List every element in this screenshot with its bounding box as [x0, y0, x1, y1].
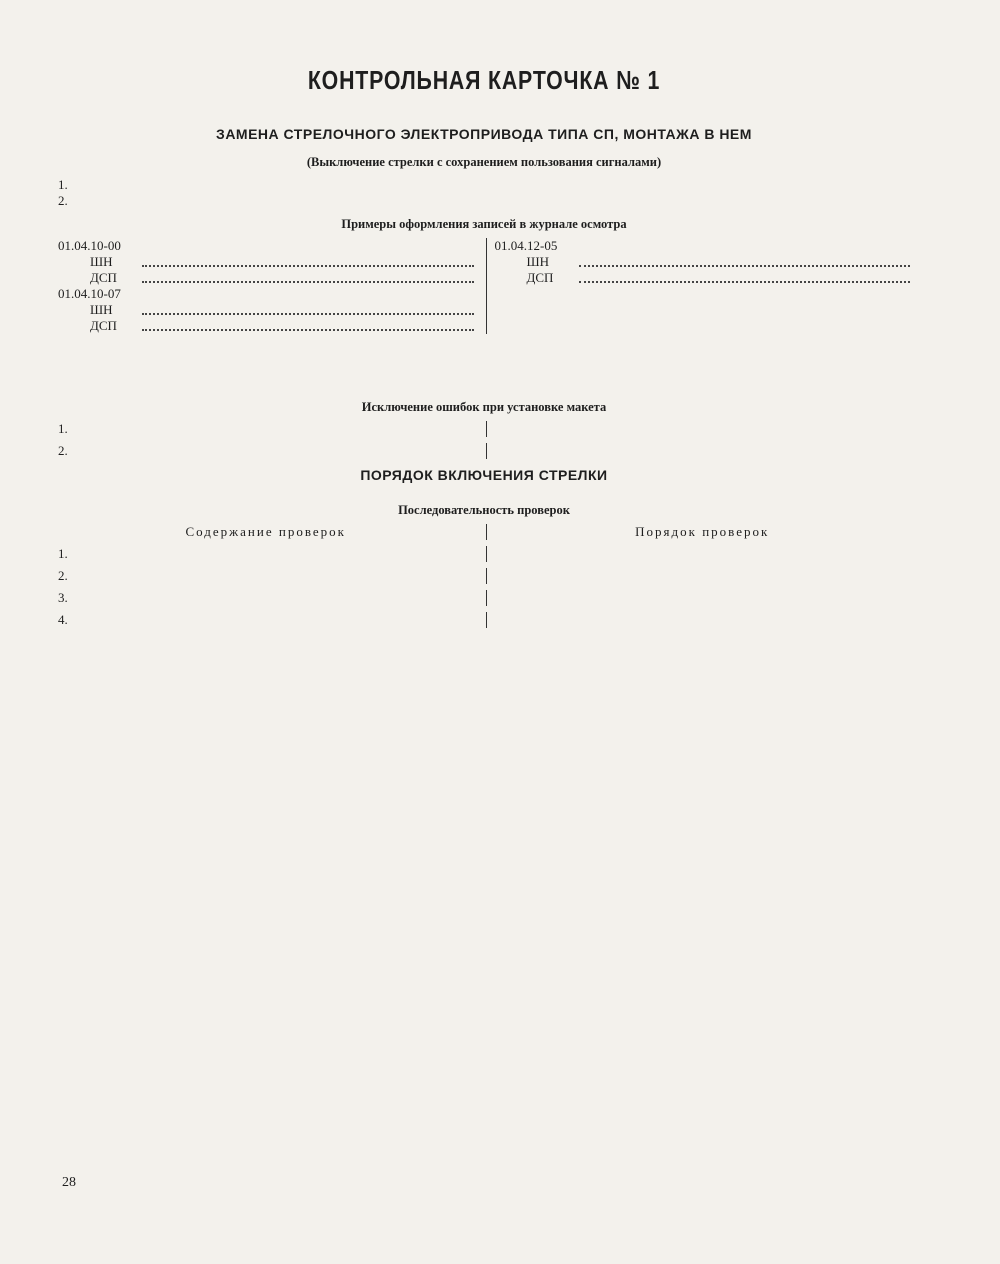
row-number: 3.: [58, 590, 68, 605]
examples-heading: Примеры оформления записей в журнале осмотра: [341, 217, 627, 231]
examples-left: [58, 238, 486, 334]
entry-text: [144, 286, 474, 302]
check-procedure: [486, 546, 911, 562]
document-page: [58, 52, 910, 628]
entry-code: 01.04.10-00: [58, 238, 121, 253]
examples-right: [486, 238, 911, 334]
page-number: 28: [62, 1175, 76, 1190]
errors-table: [58, 421, 910, 459]
rule-number: 1.: [58, 177, 68, 192]
signature-dots: [142, 270, 474, 283]
signature-line: [495, 270, 911, 286]
check-row: [58, 612, 910, 628]
error-condition: [86, 443, 474, 459]
signature-label: ДСП: [526, 270, 554, 285]
row-number: 2.: [58, 443, 68, 458]
check-content: [86, 546, 474, 562]
check-procedure: [486, 612, 911, 628]
checks-table: [58, 546, 910, 628]
check-content: [86, 590, 474, 606]
signature-dots: [142, 254, 474, 267]
signature-label: ШН: [526, 254, 550, 269]
entry-code: 01.04.10-07: [58, 286, 121, 301]
error-condition: [86, 421, 474, 437]
signature-line: [58, 318, 474, 334]
errors-heading: Исключение ошибок при установке макета: [361, 400, 607, 414]
mode-note: (Выключение стрелки с сохранением пользования сигналами): [306, 155, 662, 169]
signature-label: ШН: [90, 302, 113, 317]
entry-text: [581, 238, 911, 254]
signature-line: [58, 302, 474, 318]
check-content: [86, 612, 474, 628]
rule-number: 2.: [58, 193, 68, 208]
signature-label: ДСП: [90, 318, 117, 333]
procedure-table: [58, 489, 910, 495]
signature-dots: [579, 270, 911, 283]
signature-dots: [142, 302, 474, 315]
rule-item: [58, 193, 910, 209]
journal-entry: [495, 238, 911, 254]
row-number: 1.: [58, 421, 68, 436]
check-procedure: [486, 590, 911, 606]
entry-text: [144, 238, 474, 254]
check-content: [86, 568, 474, 584]
signature-dots: [142, 318, 474, 331]
signature-line: [58, 254, 474, 270]
checks-col-right: Порядок проверок: [486, 524, 911, 540]
rule-text: [86, 193, 910, 209]
document-subtitle: ЗАМЕНА СТРЕЛОЧНОГО ЭЛЕКТРОПРИВОДА ТИПА СП, МОНТАЖА В НЕМ: [216, 126, 752, 142]
check-row: [58, 568, 910, 584]
journal-examples: [58, 238, 910, 334]
page-title: КОНТРОЛЬНАЯ КАРТОЧКА № 1: [307, 65, 661, 95]
check-row: [58, 590, 910, 606]
row-number: 1.: [58, 546, 68, 561]
rules-list: [58, 177, 910, 209]
signature-label: ДСП: [90, 270, 117, 285]
checks-heading: Последовательность проверок: [398, 503, 570, 517]
rule-text: [86, 177, 910, 193]
journal-entry: [58, 286, 474, 302]
checks-header: [58, 524, 910, 540]
signature-line: [495, 254, 911, 270]
journal-entry: [58, 238, 474, 254]
entry-code: 01.04.12-05: [494, 238, 558, 253]
signature-dots: [579, 254, 911, 267]
check-row: [58, 546, 910, 562]
procedure-heading: ПОРЯДОК ВКЛЮЧЕНИЯ СТРЕЛКИ: [360, 467, 608, 483]
errors-row: [58, 421, 910, 437]
error-rule: [486, 443, 911, 459]
remarks-note: [58, 344, 910, 392]
check-procedure: [486, 568, 911, 584]
row-number: 2.: [58, 568, 68, 583]
errors-row: [58, 443, 910, 459]
error-rule: [486, 421, 911, 437]
signature-line: [58, 270, 474, 286]
row-number: 4.: [58, 612, 68, 627]
rule-item: [58, 177, 910, 193]
checks-col-left: Содержание проверок: [185, 524, 346, 539]
signature-label: ШН: [90, 254, 113, 269]
